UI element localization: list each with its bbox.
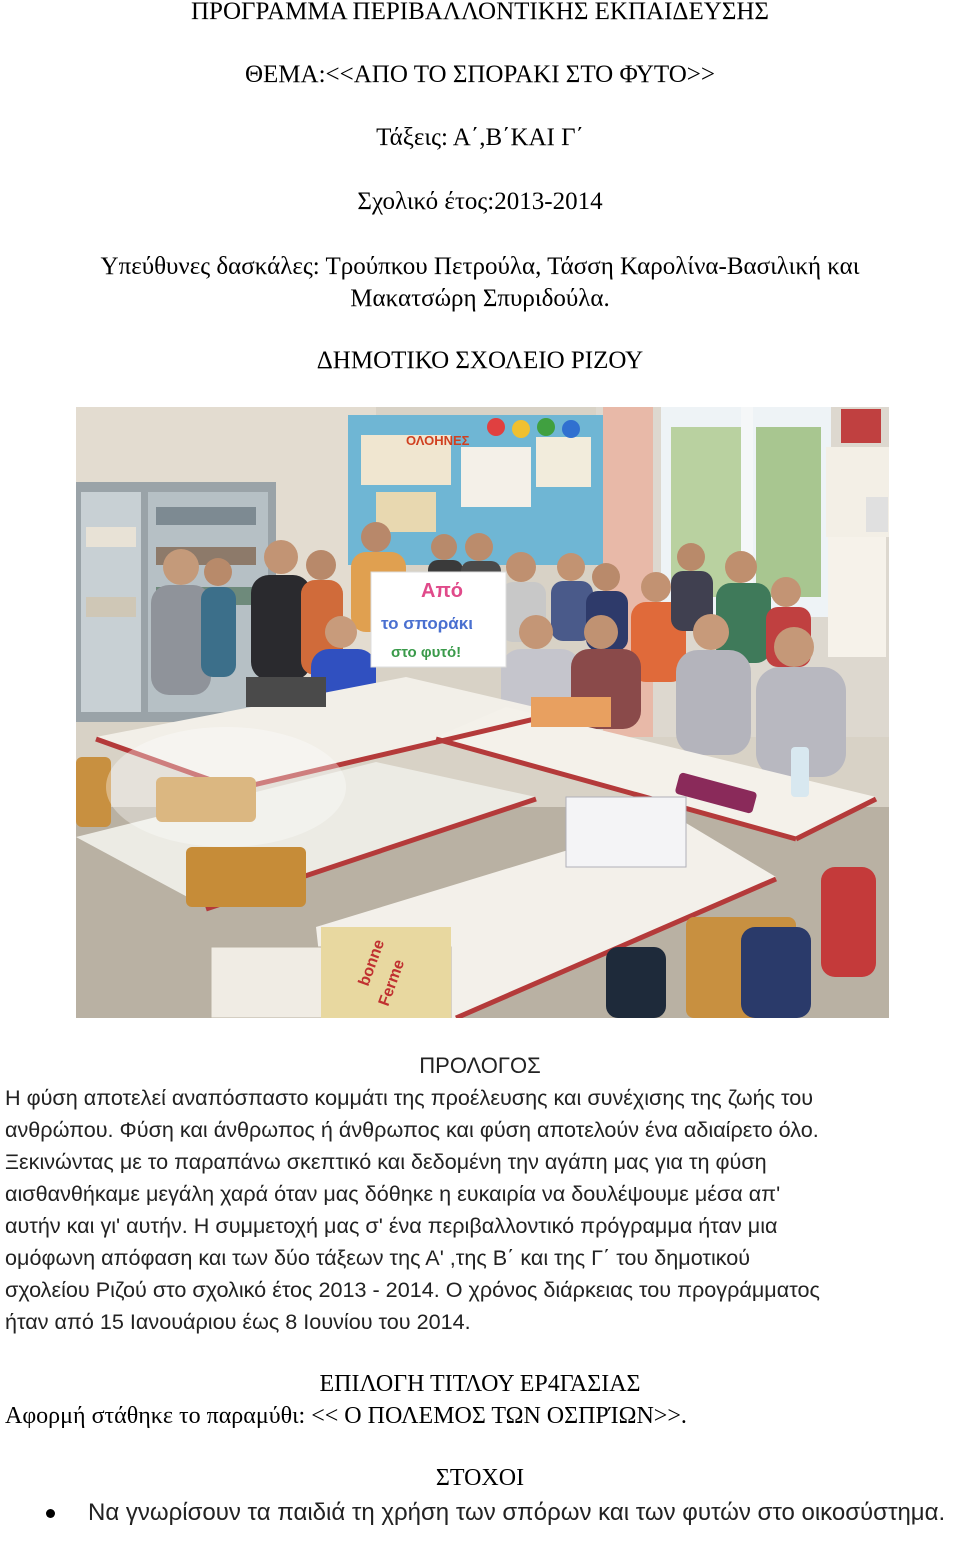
program-title: ΠΡΟΓΡΑΜΜΑ ΠΕΡΙΒΑΛΛΟΝΤΙΚΗΣ ΕΚΠΑΙΔΕΥΣΗΣ: [191, 0, 769, 25]
prologue-line: Ξεκινώντας με το παραπάνω σκεπτικό και δεδομένη την αγάπη μας για τη φύση: [5, 1149, 767, 1174]
prologue-text: [5, 1082, 957, 1338]
school-year-line: Σχολικό έτος:2013-2014: [357, 188, 603, 215]
school-name: ΔΗΜΟΤΙΚΟ ΣΧΟΛΕΙΟ ΡΙΖΟΥ: [316, 347, 644, 374]
classes-line: Τάξεις: Α΄,Β΄ΚΑΙ Γ΄: [376, 124, 584, 151]
bullet-icon: [46, 1509, 55, 1518]
theme-title: ΘΕΜΑ:<<ΑΠΟ ΤΟ ΣΠΟΡΑΚΙ ΣΤΟ ΦΥΤΟ>>: [244, 61, 715, 88]
title-choice-text: Αφορμή στάθηκε το παραμύθι: << Ο ΠΟΛΕΜΟΣ ΤΩΝ ΟΣΠΡΊΩΝ>>.: [5, 1403, 687, 1429]
goal-item: Να γνωρίσουν τα παιδιά τη χρήση των σπόρων και των φυτών στο οικοσύστημα.: [88, 1499, 946, 1526]
prologue-heading: ΠΡΟΛΟΓΟΣ: [419, 1053, 541, 1078]
teachers-line-2: Μακατσώρη Σπυριδούλα.: [350, 285, 610, 312]
prologue-line: σχολείου Ριζού στο σχολικό έτος 2013 - 2014. Ο χρόνος διάρκειας του προγράμματος: [5, 1277, 820, 1302]
classroom-photo: [76, 407, 889, 1018]
prologue-line-mixed: [5, 1210, 957, 1242]
prologue-line: ανθρώπου. Φύση και άνθρωπος ή άνθρωπος και φύση αποτελούν ένα αδιαίρετο όλο.: [5, 1117, 819, 1142]
goals-heading: ΣΤΟΧΟΙ: [435, 1465, 525, 1491]
prologue-line: αισθανθήκαμε μεγάλη χαρά όταν μας δόθηκε η ευκαιρία να δουλέψουμε μέσα απ': [5, 1181, 781, 1206]
teachers-line-1: Υπεύθυνες δασκάλες: Τρούπκου Πετρούλα, Τάσση Καρολίνα-Βασιλική και: [100, 253, 860, 280]
poster-line-1: Από: [421, 580, 463, 602]
box-label-2: Ferme: [375, 957, 409, 1009]
box-label-1: bonne: [355, 937, 389, 989]
prologue-line: ομόφωνη απόφαση και των δύο τάξεων της Α' ,της Β΄ και της Γ΄ του δημοτικού: [5, 1245, 751, 1270]
prologue-line: ήταν από 15 Ιανουάριου έως 8 Ιουνίου του 2014.: [5, 1309, 471, 1334]
prologue-line-part: αυτήν και γι' αυτήν.: [5, 1213, 188, 1238]
title-choice-heading: ΕΠΙΛΟΓΗ ΤΙΤΛΟΥ ΕΡ4ΓΑΣΙΑΣ: [319, 1371, 641, 1397]
poster-line-2: το σποράκι: [381, 614, 473, 633]
board-sign-text: ΟΛΟΗΝΕΣ: [406, 433, 470, 448]
poster-line-3: στο φυτό!: [391, 644, 462, 661]
prologue-line: Η φύση αποτελεί αναπόσπαστο κομμάτι της προέλευσης και συνέχισης της ζωής του: [5, 1085, 814, 1110]
prologue-line-part: Η συμμετοχή μας σ' ένα περιβαλλοντικό πρόγραμμα ήταν μια: [187, 1213, 778, 1238]
